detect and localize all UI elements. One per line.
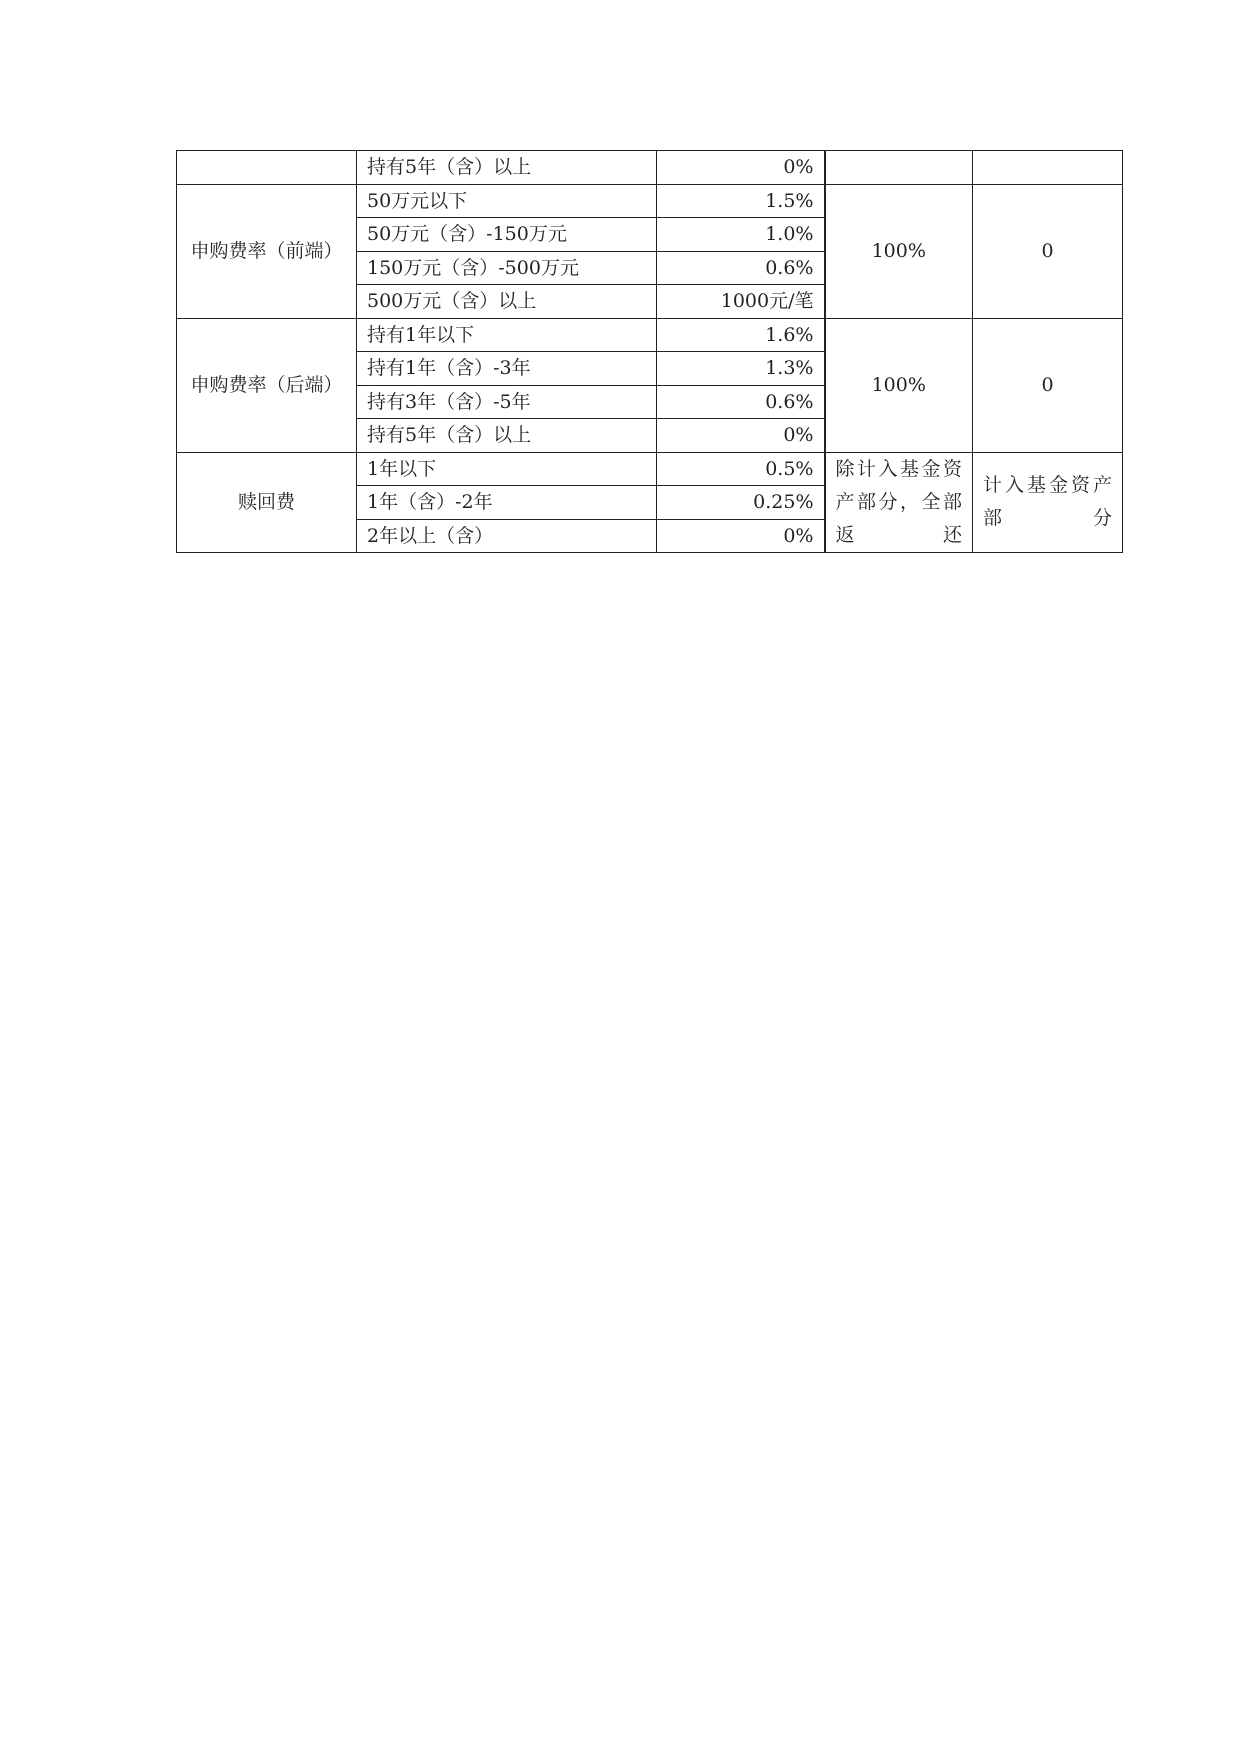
fee-category-cell: 赎回费 bbox=[177, 452, 357, 553]
fund-asset-cell: 计入基金资产部分 bbox=[973, 452, 1123, 553]
rate-cell: 0.6% bbox=[657, 251, 825, 285]
condition-cell: 50万元以下 bbox=[357, 184, 657, 218]
rate-cell: 0% bbox=[657, 519, 825, 553]
condition-cell: 持有5年（含）以上 bbox=[357, 419, 657, 453]
fee-table bbox=[176, 150, 1123, 553]
rate-cell: 1000元/笔 bbox=[657, 285, 825, 319]
rate-cell: 1.3% bbox=[657, 352, 825, 386]
table-row bbox=[177, 452, 1123, 486]
condition-cell: 持有3年（含）-5年 bbox=[357, 385, 657, 419]
condition-cell: 50万元（含）-150万元 bbox=[357, 218, 657, 252]
condition-cell: 持有1年（含）-3年 bbox=[357, 352, 657, 386]
condition-cell: 1年以下 bbox=[357, 452, 657, 486]
condition-cell: 150万元（含）-500万元 bbox=[357, 251, 657, 285]
condition-cell: 1年（含）-2年 bbox=[357, 486, 657, 520]
table-row bbox=[177, 151, 1123, 185]
table-row bbox=[177, 318, 1123, 352]
allocation-cell: 除计入基金资产部分，全部返还 bbox=[825, 452, 973, 553]
fund-asset-cell: 0 bbox=[973, 318, 1123, 452]
allocation-cell: 100% bbox=[825, 184, 973, 318]
rate-cell: 0.25% bbox=[657, 486, 825, 520]
table-row bbox=[177, 184, 1123, 218]
condition-cell: 持有1年以下 bbox=[357, 318, 657, 352]
fund-asset-cell bbox=[973, 151, 1123, 185]
allocation-cell: 100% bbox=[825, 318, 973, 452]
rate-cell: 0% bbox=[657, 419, 825, 453]
fee-category-cell bbox=[177, 151, 357, 185]
rate-cell: 0.5% bbox=[657, 452, 825, 486]
fund-asset-cell: 0 bbox=[973, 184, 1123, 318]
allocation-cell bbox=[825, 151, 973, 185]
rate-cell: 0% bbox=[657, 151, 825, 185]
condition-cell: 500万元（含）以上 bbox=[357, 285, 657, 319]
rate-cell: 1.6% bbox=[657, 318, 825, 352]
rate-cell: 1.5% bbox=[657, 184, 825, 218]
condition-cell: 2年以上（含） bbox=[357, 519, 657, 553]
condition-cell: 持有5年（含）以上 bbox=[357, 151, 657, 185]
rate-cell: 0.6% bbox=[657, 385, 825, 419]
fee-category-cell: 申购费率（后端） bbox=[177, 318, 357, 452]
fee-category-cell: 申购费率（前端） bbox=[177, 184, 357, 318]
rate-cell: 1.0% bbox=[657, 218, 825, 252]
